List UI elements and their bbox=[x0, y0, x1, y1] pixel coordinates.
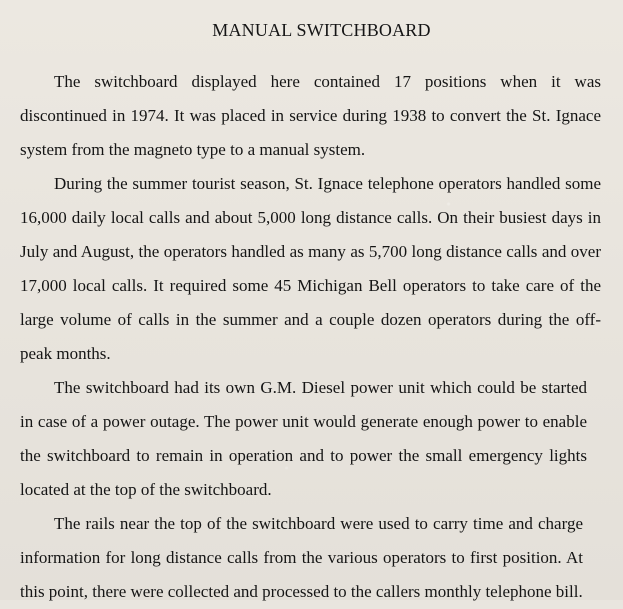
page-title: MANUAL SWITCHBOARD bbox=[212, 20, 431, 40]
paragraph-1: The switchboard displayed here contained 17 positions when it was discontinued in 1974. It was placed in service during 1938 to convert the St. Ignace system from the magneto type to a manual system. bbox=[20, 72, 601, 159]
paragraph-3: The switchboard had its own G.M. Diesel power unit which could be started in case of a power outage. The power unit would generate enough power to enable the switchboard to remain in operation and to power the small emergency lights located at the top of the switchboard. bbox=[20, 378, 587, 499]
paragraph-4: The rails near the top of the switchboard were used to carry time and charge information for long distance calls from the various operators to first position. At this point, there were collected and processed to the callers monthly telephone bill. bbox=[20, 514, 583, 601]
paragraph-2: During the summer tourist season, St. Ignace telephone operators handled some 16,000 daily local calls and about 5,000 long distance calls. On their busiest days in July and August, the operators handled as many as 5,700 long distance calls and over 17,000 local calls. It required some 45 Michigan Bell operators to take care of the large volume of calls in the summer and a couple dozen operators during the off-peak months. bbox=[20, 174, 601, 363]
